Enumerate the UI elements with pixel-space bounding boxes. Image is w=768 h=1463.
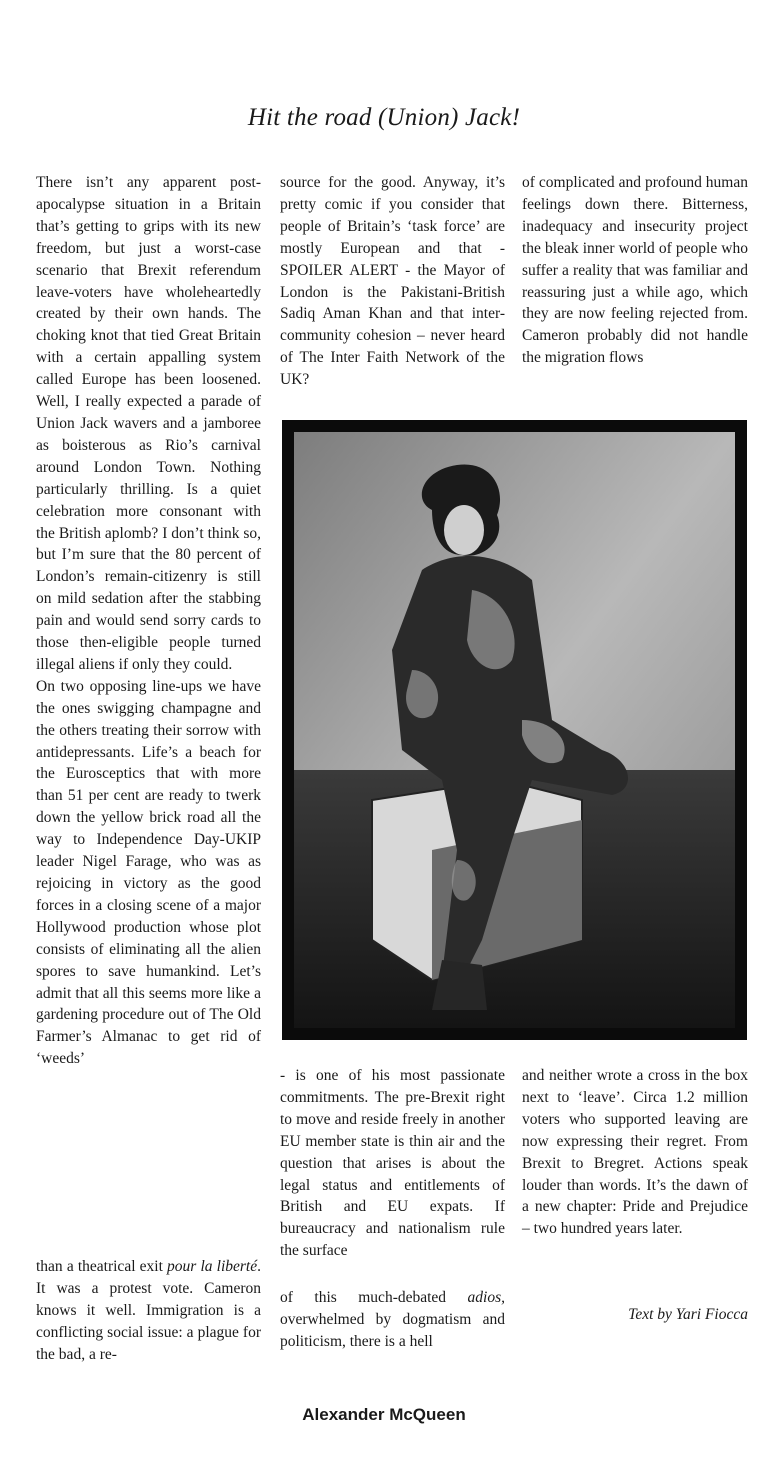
paragraph: source for the good. Anyway, it’s pretty comic if you consider that people of Britain’s ‘task force’ are mostly European and that - SPOILER ALERT - the Mayor of London is the Pakistani-British Sadiq Aman Khan and that inter-community cohesion – never heard of The Inter Faith Network of the UK?: [280, 174, 505, 389]
paragraph: than a theatrical exit pour la liberté. It was a protest vote. Cameron knows it well. Immigration is a conflicting social issue: a plague for the bad, a re-: [36, 1258, 261, 1363]
paragraph: of complicated and profound human feelings down there. Bitterness, inadequacy and insecurity project the bleak inner world of people who suffer a reality that was familiar and reassuring just a while ago, which they are now feeling rejected from. Cameron probably did not handle the migration flows: [522, 174, 748, 367]
paragraph: - is one of his most passionate commitments. The pre-Brexit right to move and reside freely in another EU member state is thin air and the question that arises is about the legal status and entitlements of British and EU expats. If bureaucracy and nationalism rule the surface: [280, 1067, 505, 1260]
italic-phrase: adios,: [467, 1289, 505, 1306]
column-2-middle: [280, 1065, 505, 1262]
photo-caption: Alexander McQueen: [302, 1405, 466, 1424]
italic-phrase: pour la liberté: [167, 1258, 258, 1275]
fashion-photo: [282, 420, 747, 1040]
paragraph: On two opposing line-ups we have the ones swigging champagne and the others treating their sorrow with antidepressants. Life’s a beach for the Eurosceptics that with more than 51 per cent are ready to twerk down the yellow brick road all the way to Independence Day-UKIP leader Nigel Farage, who was as rejoicing in victory as the good forces in a closing scene of a major Hollywood production whose plot consists of eliminating all the alien spores to save humankind. Let’s admit that all this seems more like a gardening procedure out of The Old Farmer’s Almanac to get rid of ‘weeds’: [36, 677, 261, 1068]
column-2-top: [280, 172, 505, 391]
column-1-top: [36, 172, 261, 1070]
article-title: Hit the road (Union) Jack!: [247, 104, 521, 131]
column-1-bottom: [36, 1256, 261, 1366]
paragraph: of this much-debated adios, overwhelmed by dogmatism and politicism, there is a hell: [280, 1289, 505, 1350]
paragraph: and neither wrote a cross in the box next to ‘leave’. Circa 1.2 million voters who supported leaving are now expressing their regret. From Brexit to Bregret. Actions speak louder than words. It’s the dawn of a new chapter: Pride and Prejudice – two hundred years later.: [522, 1067, 748, 1238]
column-2-bottom: [280, 1287, 505, 1353]
column-3-top: [522, 172, 748, 369]
paragraph: There isn’t any apparent post-apocalypse situation in a Britain that’s getting to grips with its new freedom, but just a worst-case scenario that Brexit referendum leave-voters have wholeheartedly created by their own hands. The choking knot that tied Great Britain with a certain appalling system called Europe has been loosened. Well, I really expected a parade of Union Jack wavers and a jamboree as boisterous as Rio’s carnival around London Town. Nothing particularly thrilling. Is a quiet celebration more consonant with the British aplomb? I don’t think so, but I’m sure that the 80 percent of London’s remain-citizenry is still on mild sedation after the stabbing pain and would send sorry cards to those then-eligible people turned illegal aliens if only they could.: [36, 174, 261, 673]
author-credit: Text by Yari Fiocca: [628, 1306, 748, 1323]
column-3-bottom: [522, 1065, 748, 1240]
